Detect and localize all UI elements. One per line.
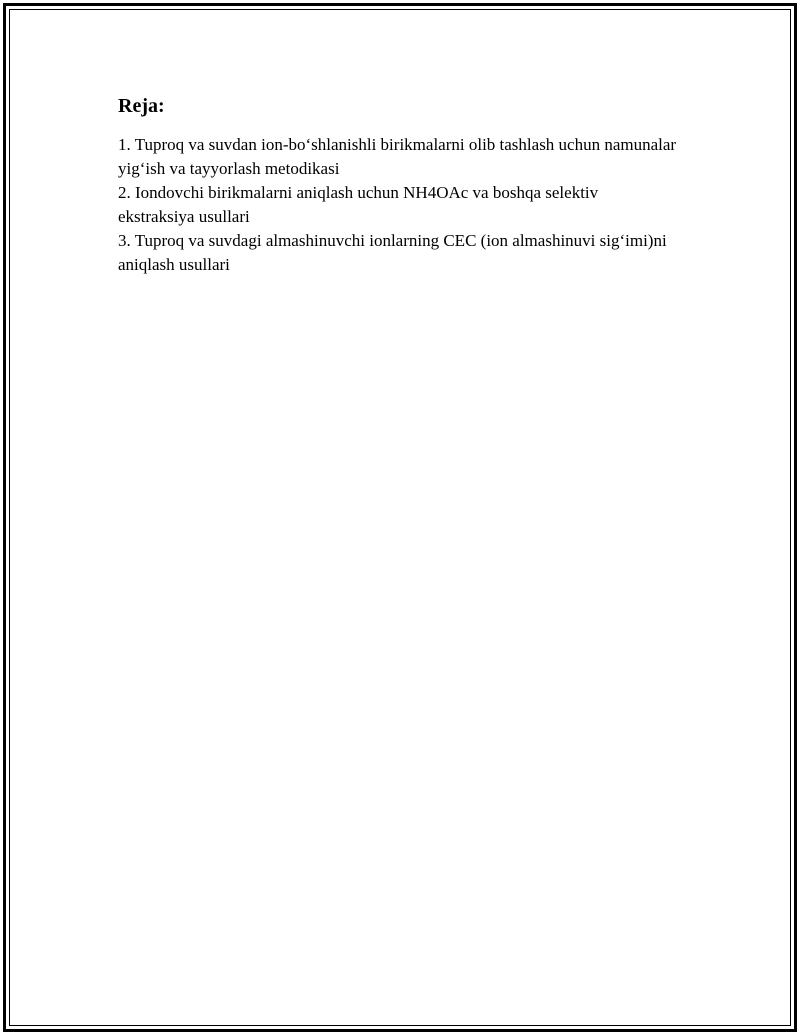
document-body [118,93,678,277]
plan-item-1: 1. Tuproq va suvdan ion-bo‘shlanishli birikmalarni olib tashlash uchun namunalar yig‘ish va tayyorlash metodikasi [118,135,677,178]
plan-heading: Reja: [118,95,165,117]
plan-item-2: 2. Iondovchi birikmalarni aniqlash uchun NH4OAc va boshqa selektiv ekstraksiya usullari [118,183,599,226]
plan-item-3: 3. Tuproq va suvdagi almashinuvchi ionlarning CEC (ion almashinuvi sig‘imi)ni aniqlash usullari [118,231,667,274]
plan-list [118,133,678,277]
